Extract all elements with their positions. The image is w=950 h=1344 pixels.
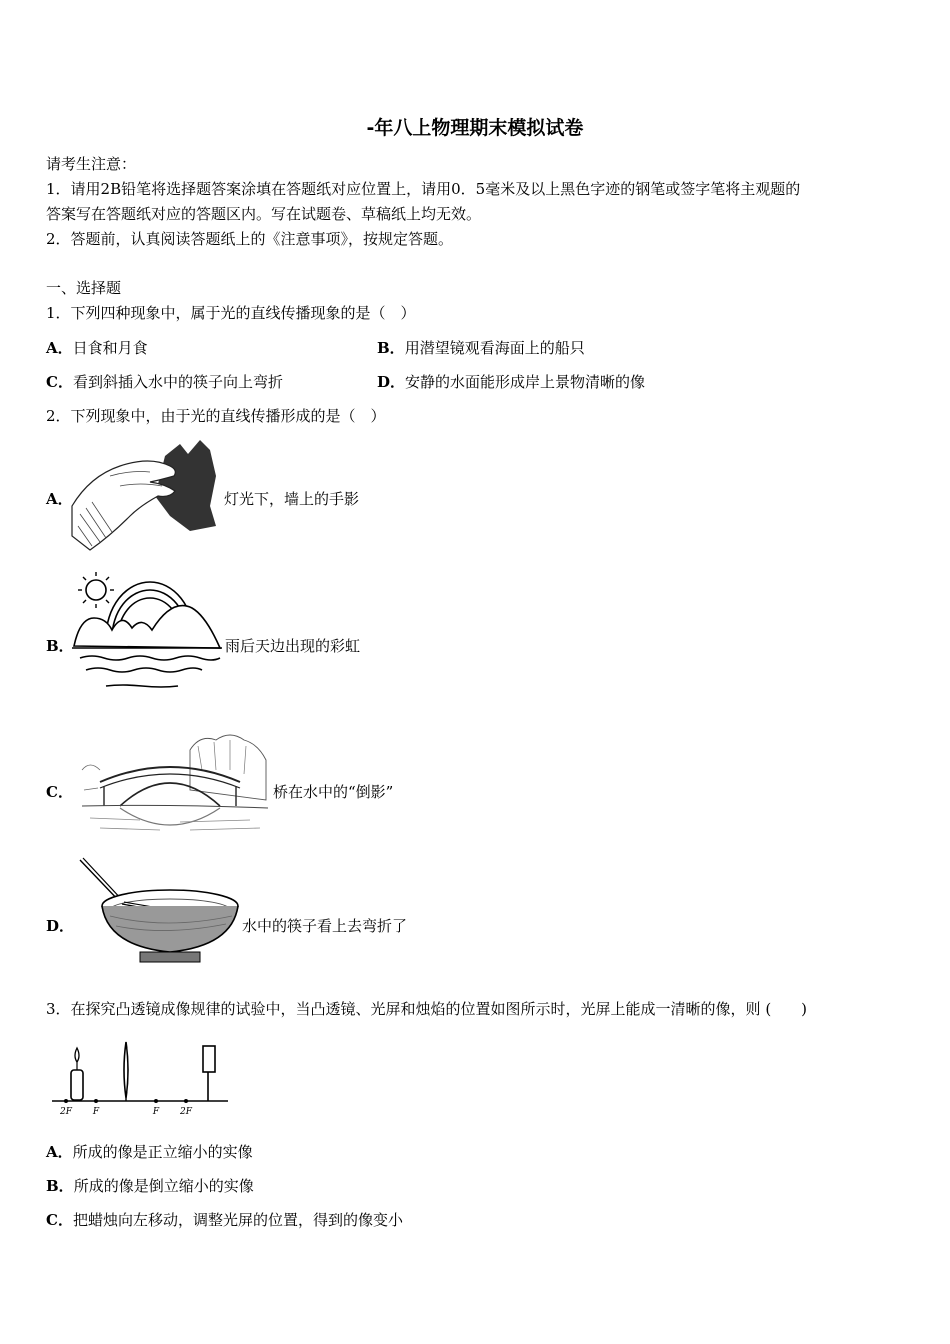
option-letter: C． xyxy=(46,1211,73,1229)
option-text: 灯光下，墙上的手影 xyxy=(224,490,360,508)
question-stem: 1．下列四种现象中，属于光的直线传播现象的是（ ） xyxy=(46,304,416,322)
option-letter: D． xyxy=(377,373,406,391)
axis-label: F xyxy=(152,1107,160,1117)
axis-label: 2F xyxy=(180,1107,192,1117)
option xyxy=(46,371,283,392)
notice-heading: 请考生注意： xyxy=(46,155,137,173)
option xyxy=(46,1209,403,1230)
option-letter: D． xyxy=(46,917,75,935)
section-heading: 一、选择题 xyxy=(46,279,122,297)
notice-line: 答案写在答题纸对应的答题区内。写在试题卷、草稿纸上均无效。 xyxy=(46,205,482,223)
hand-shadow-figure xyxy=(70,436,222,552)
option-text: 所成的像是倒立缩小的实像 xyxy=(73,1177,254,1195)
option xyxy=(377,337,585,358)
option xyxy=(46,1141,253,1162)
option-letter: A． xyxy=(46,1143,73,1161)
option-letter: B． xyxy=(46,637,74,655)
option-text: 看到斜插入水中的筷子向上弯折 xyxy=(72,373,283,391)
option-text: 安静的水面能形成岸上景物清晰的像 xyxy=(405,373,646,391)
option-letter: A． xyxy=(46,339,73,357)
option-text: 水中的筷子看上去弯折了 xyxy=(242,917,408,935)
candle-icon xyxy=(71,1070,83,1100)
option-text: 所成的像是正立缩小的实像 xyxy=(72,1143,253,1161)
option-text: 日食和月食 xyxy=(72,339,148,357)
option-letter: C． xyxy=(46,373,73,391)
rainbow-figure xyxy=(72,568,224,692)
axis-label: F xyxy=(92,1107,100,1117)
option-letter: B． xyxy=(46,1177,74,1195)
question-stem: 2．下列现象中，由于光的直线传播形成的是（ ） xyxy=(46,407,386,425)
axis-label: 2F xyxy=(60,1107,72,1117)
option-letter: B． xyxy=(377,339,405,357)
lens-setup-figure xyxy=(50,1038,232,1118)
option xyxy=(46,1175,254,1196)
screen-icon xyxy=(203,1046,215,1072)
option-letter: C． xyxy=(46,783,73,801)
option xyxy=(46,337,148,358)
option xyxy=(377,371,645,392)
option-text: 雨后天边出现的彩虹 xyxy=(225,637,361,655)
flame-icon xyxy=(75,1048,79,1062)
question-stem: 3．在探究凸透镜成像规律的试验中，当凸透镜、光屏和烛焰的位置如图所示时，光屏上能成一清晰的像，则 ( ) xyxy=(46,1000,808,1018)
option-text: 用潜望镜观看海面上的船只 xyxy=(404,339,585,357)
option-text: 把蜡烛向左移动，调整光屏的位置，得到的像变小 xyxy=(72,1211,403,1229)
notice-line: 2．答题前，认真阅读答题纸上的《注意事项》，按规定答题。 xyxy=(46,230,454,248)
bridge-reflection-figure xyxy=(80,730,270,838)
bowl-chopsticks-figure xyxy=(76,856,242,966)
option-text: 桥在水中的“倒影” xyxy=(273,783,394,801)
page-title: -年八上物理期末模拟试卷 xyxy=(366,117,584,139)
convex-lens-icon xyxy=(124,1042,128,1098)
option-letter: A． xyxy=(46,490,73,508)
notice-line: 1．请用2B铅笔将选择题答案涂填在答题纸对应位置上，请用0．5毫米及以上黑色字迹的钢笔或签字笔将主观题的 xyxy=(46,180,801,198)
